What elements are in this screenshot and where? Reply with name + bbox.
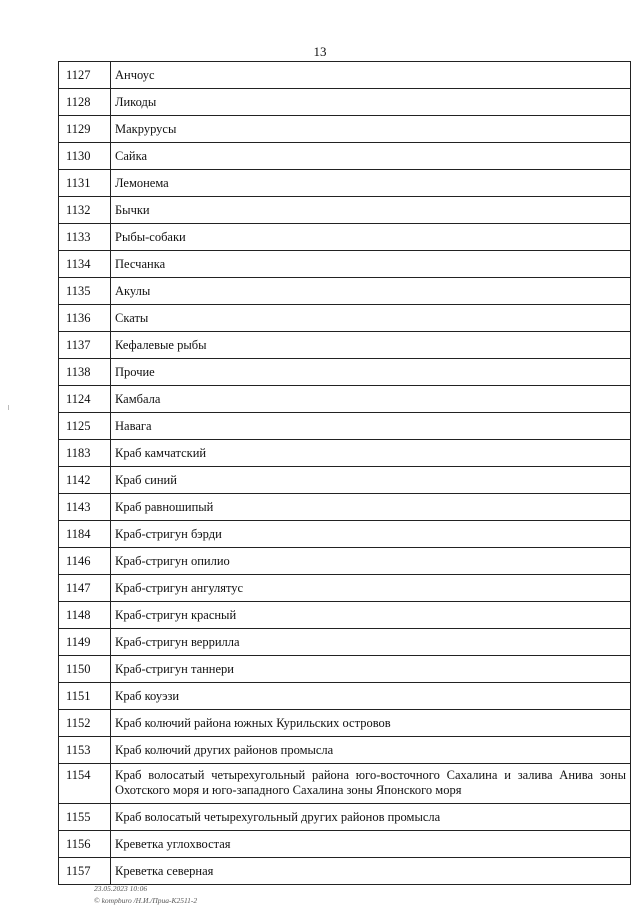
species-name: Акулы (111, 278, 631, 305)
species-code: 1131 (59, 170, 111, 197)
species-code: 1156 (59, 831, 111, 858)
table-row (59, 359, 631, 386)
table-row (59, 548, 631, 575)
table-row (59, 440, 631, 467)
species-name: Краб камчатский (111, 440, 631, 467)
species-name: Креветка северная (111, 858, 631, 885)
table-row (59, 305, 631, 332)
table-row (59, 170, 631, 197)
species-code: 1157 (59, 858, 111, 885)
species-name: Макрурусы (111, 116, 631, 143)
species-name: Песчанка (111, 251, 631, 278)
table-row (59, 278, 631, 305)
species-code: 1151 (59, 683, 111, 710)
table-row (59, 197, 631, 224)
table-row (59, 224, 631, 251)
species-code: 1152 (59, 710, 111, 737)
species-code: 1135 (59, 278, 111, 305)
table-row (59, 413, 631, 440)
table-row (59, 521, 631, 548)
table-row (59, 332, 631, 359)
species-code: 1132 (59, 197, 111, 224)
table-row (59, 386, 631, 413)
species-code: 1133 (59, 224, 111, 251)
species-name: Краб коуэзи (111, 683, 631, 710)
table-row (59, 804, 631, 831)
species-name: Краб-стригун ангулятус (111, 575, 631, 602)
species-name: Краб-стригун веррилла (111, 629, 631, 656)
table-row (59, 494, 631, 521)
species-code: 1146 (59, 548, 111, 575)
species-name: Анчоус (111, 62, 631, 89)
species-name: Краб колючий района южных Курильских островов (111, 710, 631, 737)
species-name: Скаты (111, 305, 631, 332)
table-row (59, 467, 631, 494)
table-row (59, 602, 631, 629)
species-name: Краб равношипый (111, 494, 631, 521)
table-row (59, 656, 631, 683)
species-code: 1148 (59, 602, 111, 629)
species-code: 1150 (59, 656, 111, 683)
species-code: 1129 (59, 116, 111, 143)
species-code: 1136 (59, 305, 111, 332)
species-name: Краб-стригун бэрди (111, 521, 631, 548)
species-code: 1128 (59, 89, 111, 116)
species-name: Камбала (111, 386, 631, 413)
table-row (59, 116, 631, 143)
species-code: 1130 (59, 143, 111, 170)
table-row (59, 575, 631, 602)
table-row (59, 89, 631, 116)
species-name: Бычки (111, 197, 631, 224)
species-name: Краб колючий других районов промысла (111, 737, 631, 764)
species-name: Прочие (111, 359, 631, 386)
species-code-table (58, 61, 631, 885)
table-row (59, 710, 631, 737)
table-row (59, 251, 631, 278)
species-code: 1134 (59, 251, 111, 278)
species-name: Краб волосатый четырехугольный других районов промысла (111, 804, 631, 831)
species-name: Лемонема (111, 170, 631, 197)
table-row (59, 737, 631, 764)
table-row (59, 62, 631, 89)
species-code: 1183 (59, 440, 111, 467)
table-row (59, 629, 631, 656)
species-name: Креветка углохвостая (111, 831, 631, 858)
author-stamp: © kompburo /Н.И./Приа-К2511-2 (94, 896, 198, 905)
species-code: 1154 (59, 764, 111, 804)
table-row (59, 764, 631, 804)
species-name: Навага (111, 413, 631, 440)
species-name: Краб-стригун красный (111, 602, 631, 629)
species-name: Ликоды (111, 89, 631, 116)
species-name: Сайка (111, 143, 631, 170)
table-row (59, 858, 631, 885)
species-code: 1127 (59, 62, 111, 89)
species-code: 1155 (59, 804, 111, 831)
species-name: Рыбы-собаки (111, 224, 631, 251)
species-name: Краб волосатый четырехугольный района юго-восточного Сахалина и залива Анива зоны Охотского моря и юго-западного Сахалина зоны Японского моря (111, 764, 631, 804)
species-code: 1137 (59, 332, 111, 359)
print-date-stamp: 23.05.2023 10:06 (94, 884, 148, 893)
table-row (59, 143, 631, 170)
species-name: Краб-стригун опилио (111, 548, 631, 575)
species-code: 1147 (59, 575, 111, 602)
species-code: 1125 (59, 413, 111, 440)
species-code: 1184 (59, 521, 111, 548)
species-name: Краб синий (111, 467, 631, 494)
species-name: Кефалевые рыбы (111, 332, 631, 359)
species-code: 1124 (59, 386, 111, 413)
species-code: 1153 (59, 737, 111, 764)
table-row (59, 831, 631, 858)
species-name: Краб-стригун таннери (111, 656, 631, 683)
scan-speck (8, 405, 9, 410)
species-code: 1138 (59, 359, 111, 386)
species-code: 1149 (59, 629, 111, 656)
table-row (59, 683, 631, 710)
page-number: 13 (313, 44, 327, 59)
species-code: 1143 (59, 494, 111, 521)
species-code: 1142 (59, 467, 111, 494)
